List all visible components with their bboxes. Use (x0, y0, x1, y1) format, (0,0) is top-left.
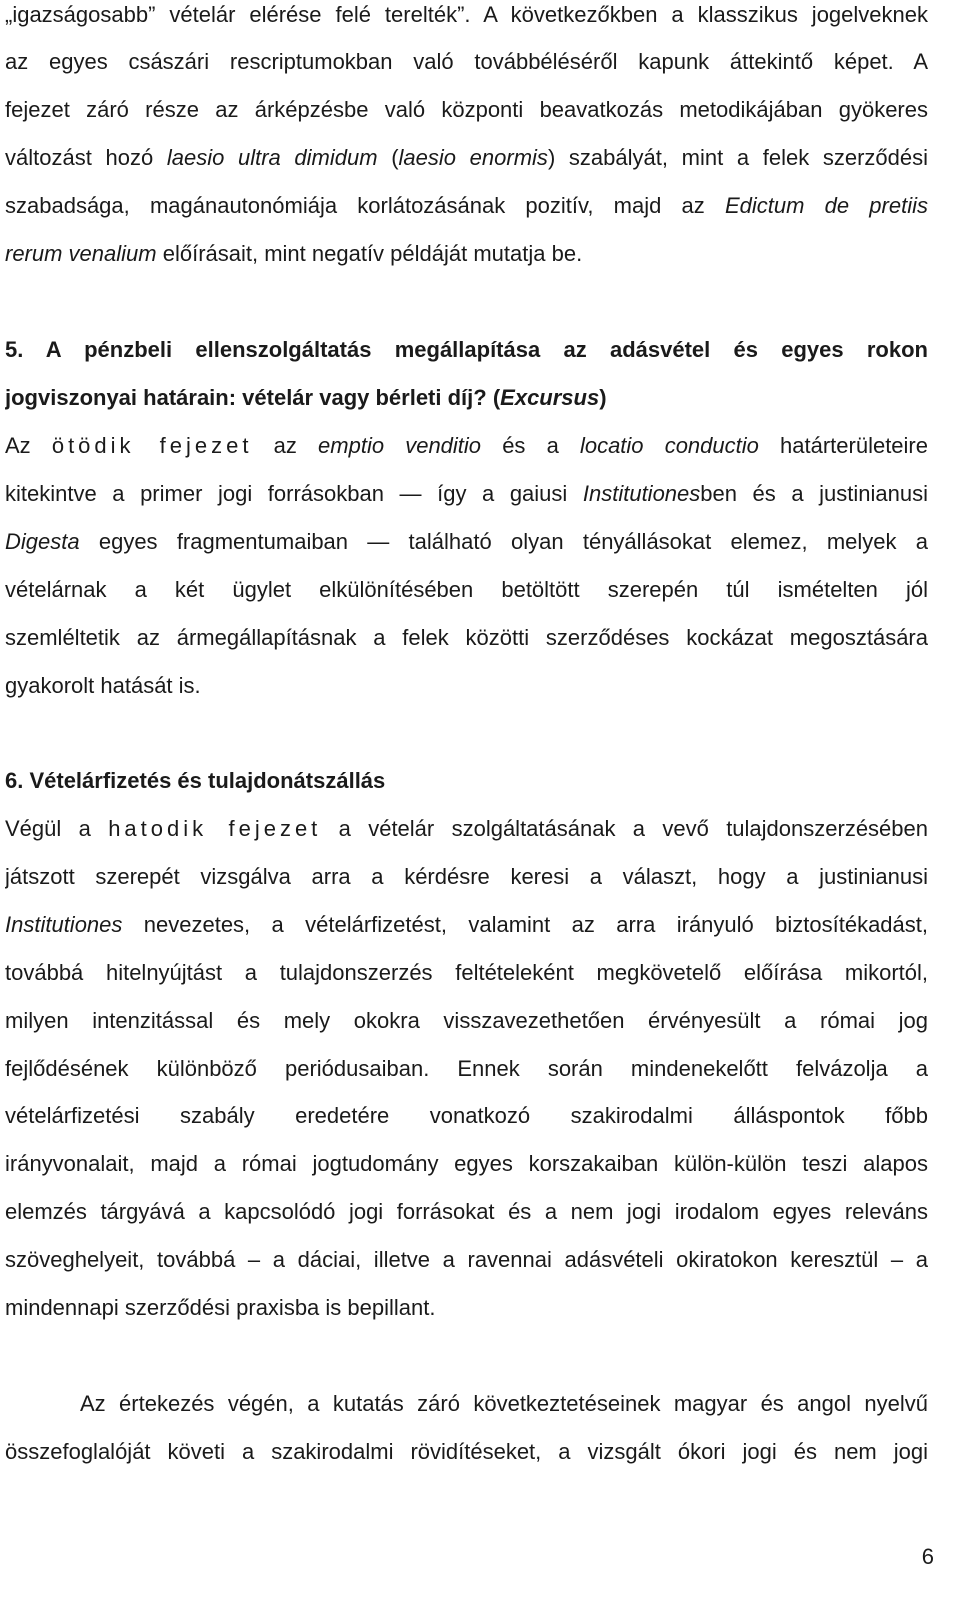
intro-line-6: rerum venalium előírásait, mint negatív példáját mutatja be. (5, 241, 583, 266)
section-6-para-line-9: elemzés tárgyává a kapcsolódó jogi forrásokat és a nem jogi irodalom egyes releváns (5, 1199, 928, 1224)
section-6-para-line-3: Institutiones nevezetes, a vételárfizetést, valamint az arra irányuló biztosítékadást, (5, 912, 928, 937)
section-6-para-line-10: szöveghelyeit, továbbá – a dáciai, illetve a ravennai adásvételi okiratokon keresztül – a (5, 1247, 928, 1272)
closing-para-line-2: összefoglalóját követi a szakirodalmi rövidítéseket, a vizsgált ókori jogi és nem jogi (5, 1439, 928, 1464)
closing-para-line-1: Az értekezés végén, a kutatás záró következtetéseinek magyar és angol nyelvű (80, 1391, 928, 1416)
section-5-para-line-6: gyakorolt hatását is. (5, 673, 201, 698)
page-number: 6 (921, 1544, 934, 1569)
section-6-para-line-7: vételárfizetési szabály eredetére vonatkozó szakirodalmi álláspontok főbb (5, 1103, 928, 1128)
section-5-heading-line-1: 5. A pénzbeli ellenszolgáltatás megállapítása az adásvétel és egyes rokon (5, 337, 928, 362)
section-6-para-line-6: fejlődésének különböző periódusaiban. Ennek során mindenekelőtt felvázolja a (5, 1056, 928, 1081)
section-5-para-line-5: szemléltetik az ármegállapításnak a felek közötti szerződéses kockázat megosztására (5, 625, 928, 650)
intro-line-3: fejezet záró része az árképzésbe való központi beavatkozás metodikájában gyökeres (5, 97, 928, 122)
section-6-heading: 6. Vételárfizetés és tulajdonátszállás (5, 768, 386, 793)
intro-line-1: „igazságosabb” vételár elérése felé terelték”. A következőkben a klasszikus jogelveknek (5, 2, 928, 27)
section-6-para-line-8: irányvonalait, majd a római jogtudomány egyes korszakaiban külön-külön teszi alapos (5, 1151, 928, 1176)
section-6-para-line-4: továbbá hitelnyújtást a tulajdonszerzés feltételeként megkövetelő előírása mikortól, (5, 960, 928, 985)
section-6-para-line-2: játszott szerepét vizsgálva arra a kérdésre keresi a választ, hogy a justinianusi (5, 864, 928, 889)
intro-line-5: szabadsága, magánautonómiája korlátozásának pozitív, majd az Edictum de pretiis (5, 193, 928, 218)
section-5-heading-line-2: jogviszonyai határain: vételár vagy bérleti díj? (Excursus) (5, 385, 607, 410)
section-6-para-line-1: Végül a hatodik fejezet a vételár szolgáltatásának a vevő tulajdonszerzésében (5, 816, 928, 841)
intro-line-2: az egyes császári rescriptumokban való továbbéléséről kapunk áttekintő képet. A (5, 49, 928, 74)
section-6-para-line-5: milyen intenzitással és mely okokra visszavezethetően érvényesült a római jog (5, 1008, 928, 1033)
section-5-para-line-4: vételárnak a két ügylet elkülönítésében betöltött szerepén túl ismételten jól (5, 577, 928, 602)
intro-line-4: változást hozó laesio ultra dimidum (laesio enormis) szabályát, mint a felek szerződési (5, 145, 928, 170)
section-5-para-line-1: Az ötödik fejezet az emptio venditio és a locatio conductio határterületeire (5, 433, 928, 458)
section-5-para-line-3: Digesta egyes fragmentumaiban — található olyan tényállásokat elemez, melyek a (5, 529, 928, 554)
section-6-para-line-11: mindennapi szerződési praxisba is bepillant. (5, 1295, 436, 1320)
section-5-para-line-2: kitekintve a primer jogi forrásokban — így a gaiusi Institutionesben és a justinianusi (5, 481, 928, 506)
